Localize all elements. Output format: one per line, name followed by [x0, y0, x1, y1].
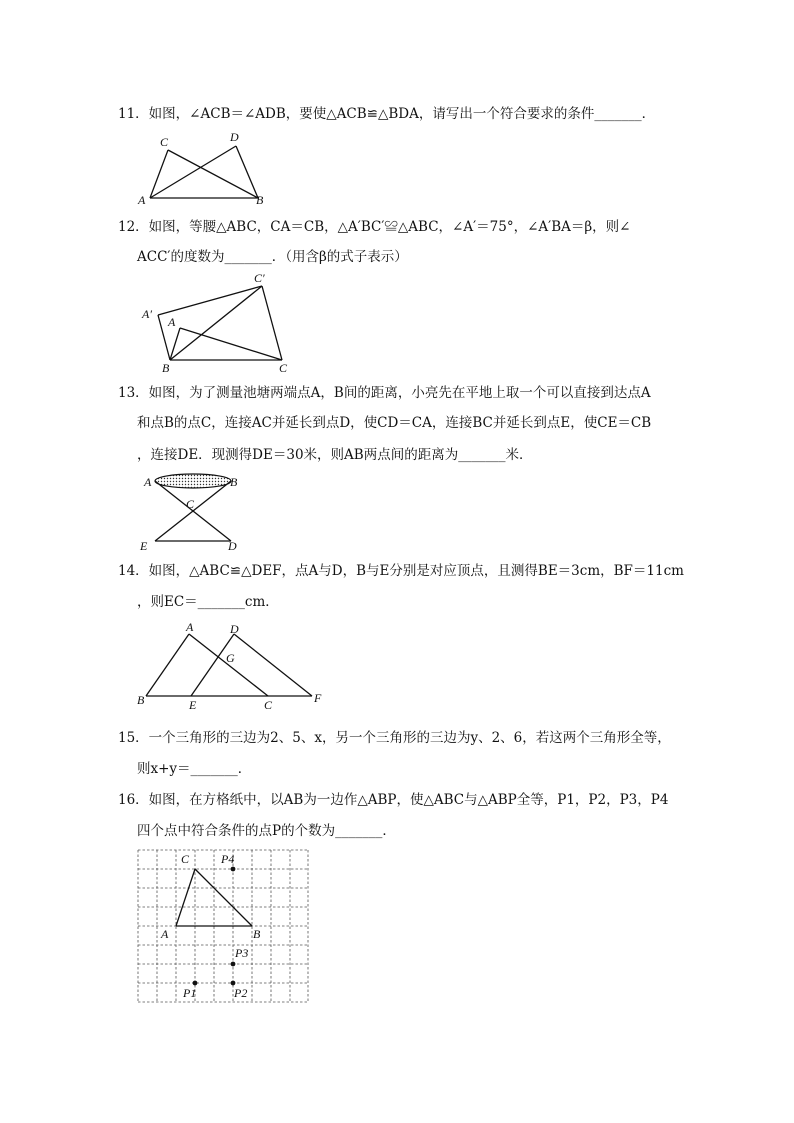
q15-line2: 则x+y＝_______． — [137, 761, 252, 777]
point-p3 — [231, 962, 236, 967]
q14-figure — [136, 620, 332, 712]
q11-label-d: D — [230, 130, 239, 144]
q16-label-p2: P2 — [234, 986, 248, 1000]
q14-label-e: E — [189, 698, 197, 712]
q11-label-a: A — [138, 193, 146, 207]
q13-line1: 13．如图，为了测量池塘两端点A，B间的距离，小亮先在平地上取一个可以直接到达点A — [118, 385, 651, 401]
q13-line3: ，连接DE．现测得DE＝30米，则AB两点间的距离为_______米． — [137, 447, 533, 463]
q14-label-f: F — [314, 691, 322, 705]
q12-figure — [136, 270, 306, 378]
q16-figure — [137, 849, 311, 1005]
q14-line1: 14．如图，△ABC≌△DEF，点A与D，B与E分别是对应顶点，且测得BE＝3cm，BF＝11cm — [118, 563, 684, 579]
point-p4 — [231, 867, 236, 872]
q11-figure — [138, 128, 278, 210]
q12-label-c-prime: C′ — [254, 271, 265, 285]
q12-label-c: C — [279, 361, 288, 375]
q14-label-g: G — [226, 651, 235, 665]
q13-label-d: D — [228, 539, 237, 553]
q14-label-b: B — [137, 693, 145, 707]
q12-label-a-prime: A′ — [142, 307, 152, 321]
q16-label-b: B — [253, 927, 261, 941]
q11-text: 11．如图，∠ACB＝∠ADB，要使△ACB≌△BDA，请写出一个符合要求的条件_______． — [118, 106, 656, 122]
q13-line2: 和点B的点C，连接AC并延长到点D，使CD＝CA，连接BC并延长到点E，使CE＝CB — [137, 415, 652, 431]
q12-label-a: A — [168, 315, 176, 329]
q16-line1: 16．如图，在方格纸中，以AB为一边作△ABP，使△ABC与△ABP全等，P1，P2，P3，P4 — [118, 792, 669, 808]
q12-line1: 12．如图，等腰△ABC，CA＝CB，△A′BC′≌△ABC，∠A′＝75°，∠A′BA＝β，则∠ — [118, 219, 631, 235]
q15-line1: 15．一个三角形的三边为2、5、x，另一个三角形的三边为y、2、6，若这两个三角形全等， — [118, 730, 671, 746]
q14-label-a: A — [186, 620, 194, 634]
q16-label-a: A — [161, 927, 169, 941]
q13-label-a: A — [144, 475, 152, 489]
pond-shape — [155, 474, 231, 488]
q13-label-e: E — [140, 539, 148, 553]
point-p2 — [231, 981, 236, 986]
q12-label-b: B — [162, 361, 170, 375]
q16-label-p1: P1 — [183, 986, 197, 1000]
q14-label-c: C — [264, 698, 273, 712]
point-p1 — [193, 981, 198, 986]
q13-label-b: B — [230, 475, 238, 489]
q13-label-c: C — [186, 497, 195, 511]
q11-label-c: C — [160, 135, 169, 149]
q11-label-b: B — [256, 193, 264, 207]
q16-label-p3: P3 — [235, 946, 249, 960]
q12-line2: ACC′的度数为_______．（用含β的式子表示） — [137, 249, 408, 265]
q13-figure — [136, 468, 246, 554]
q16-label-c: C — [181, 852, 190, 866]
q14-line2: ，则EC＝_______cm． — [137, 594, 279, 610]
q14-label-d: D — [230, 622, 239, 636]
q16-label-p4: P4 — [221, 852, 235, 866]
q16-line2: 四个点中符合条件的点P的个数为_______． — [137, 823, 396, 839]
